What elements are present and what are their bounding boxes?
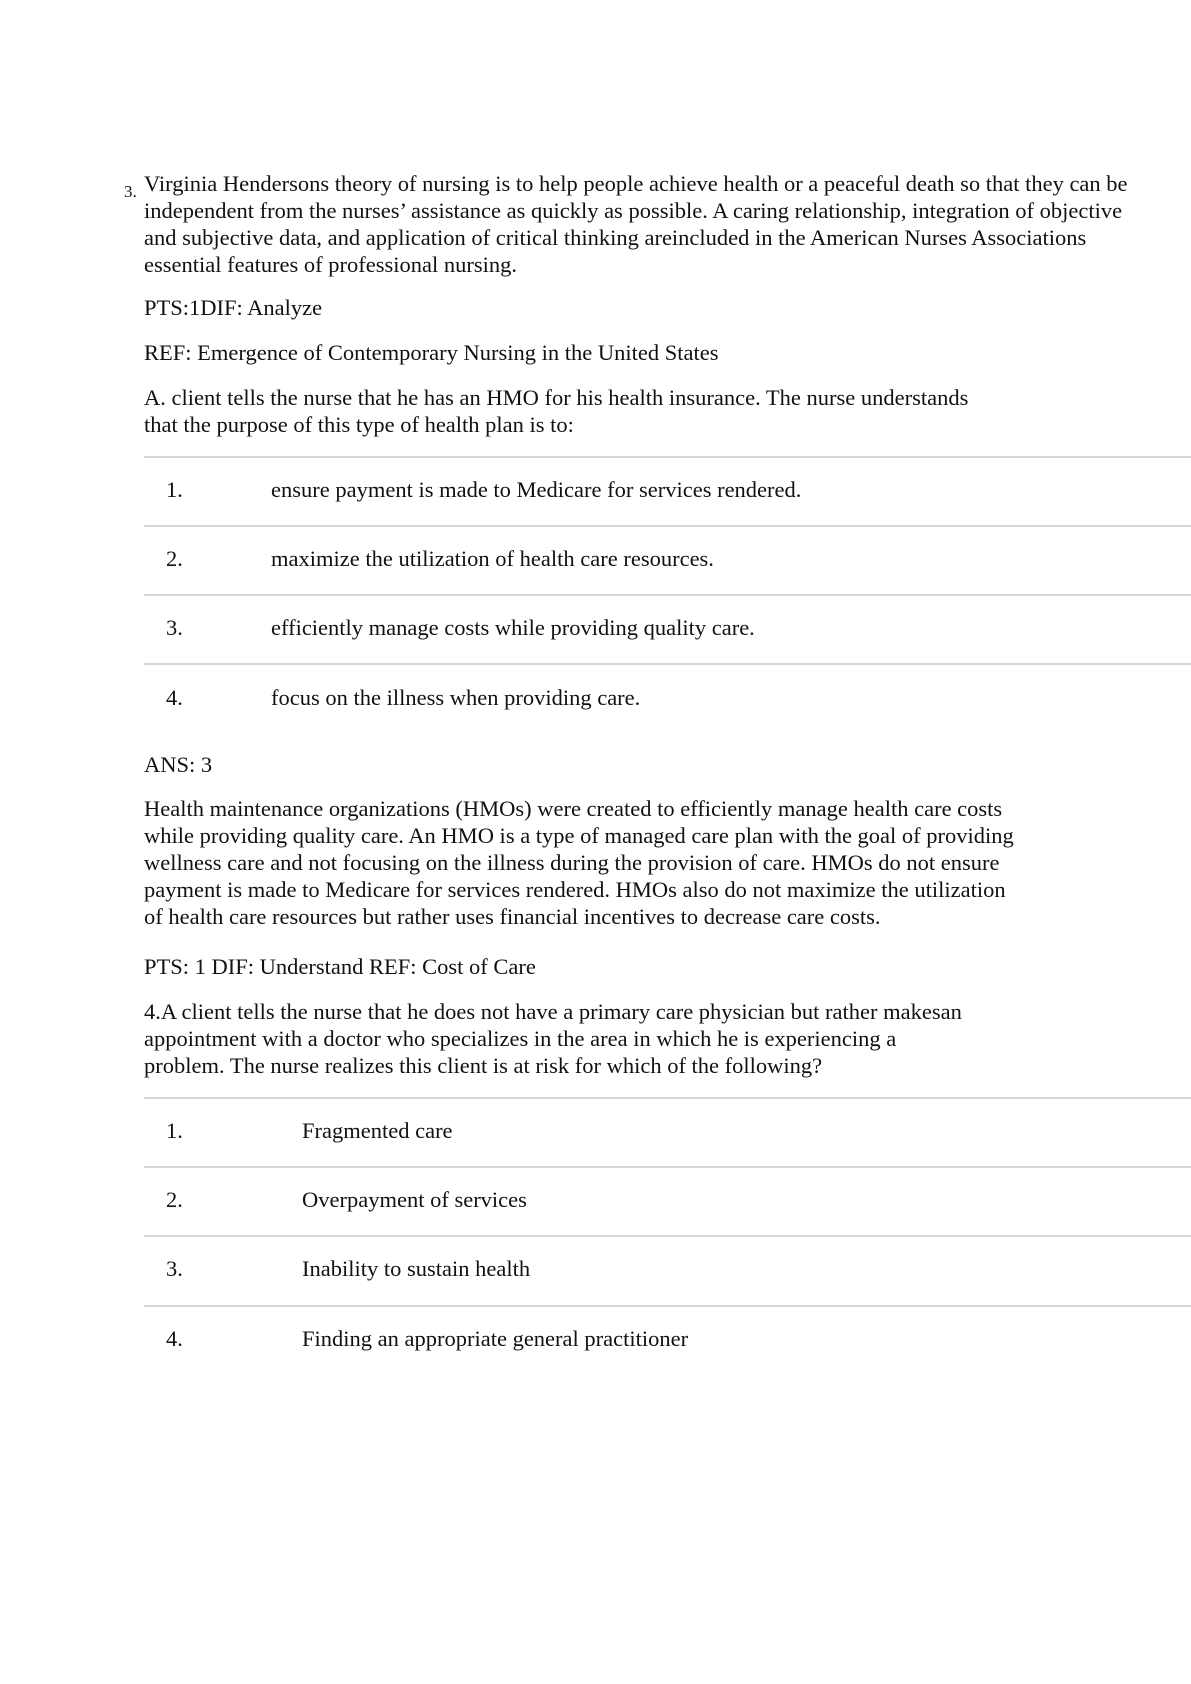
option-divider: [144, 1097, 1191, 1099]
option-text: maximize the utilization of health care resources.: [271, 546, 714, 571]
question-3-ref: REF: Emergence of Contemporary Nursing in the United States: [144, 340, 719, 365]
answer: ANS: 3: [144, 752, 213, 777]
option-text: Fragmented care: [302, 1118, 453, 1143]
option-number: 4.: [166, 1326, 183, 1351]
option-text: Finding an appropriate general practitioner: [302, 1326, 689, 1351]
question-3-line: essential features of professional nursing.: [144, 252, 518, 277]
question-4-line: 4.A client tells the nurse that he does not have a primary care physician but rather makesan: [144, 999, 962, 1024]
option-number: 2.: [166, 1187, 183, 1212]
rationale-line: payment is made to Medicare for services rendered. HMOs also do not maximize the utilization: [144, 877, 1006, 902]
option-divider: [144, 663, 1191, 665]
option-number: 3.: [166, 615, 183, 640]
rationale-line: while providing quality care. An HMO is a type of managed care plan with the goal of providing: [144, 823, 1014, 848]
rationale-line: of health care resources but rather uses financial incentives to decrease care costs.: [144, 904, 881, 929]
option-divider: [144, 456, 1191, 458]
question-a-line: A. client tells the nurse that he has an HMO for his health insurance. The nurse understands: [144, 385, 969, 410]
question-3-line: independent from the nurses’ assistance as quickly as possible. A caring relationship, integration of objective: [144, 198, 1123, 223]
question-a-text: [144, 384, 968, 438]
option-number: 2.: [166, 546, 183, 571]
question-a-meta: PTS: 1 DIF: Understand REF: Cost of Care: [144, 954, 536, 979]
option-divider: [144, 594, 1191, 596]
option-text: focus on the illness when providing care.: [271, 685, 641, 710]
question-a-line: that the purpose of this type of health plan is to:: [144, 412, 574, 437]
option-divider: [144, 1235, 1191, 1237]
question-4-line: problem. The nurse realizes this client is at risk for which of the following?: [144, 1053, 823, 1078]
question-3-text: [144, 170, 1191, 278]
question-3-line: and subjective data, and application of critical thinking areincluded in the American Nurses Associations: [144, 225, 1087, 250]
option-number: 3.: [166, 1256, 183, 1281]
option-text: Inability to sustain health: [302, 1256, 531, 1281]
option-text: ensure payment is made to Medicare for services rendered.: [271, 477, 802, 502]
question-3-pts: PTS:1DIF: Analyze: [144, 295, 323, 320]
option-number: 4.: [166, 685, 183, 710]
option-divider: [144, 1166, 1191, 1168]
option-text: efficiently manage costs while providing quality care.: [271, 615, 755, 640]
option-number: 1.: [166, 1118, 183, 1143]
question-3-line: Virginia Hendersons theory of nursing is to help people achieve health or a peaceful death so that they can be: [144, 171, 1128, 196]
question-4-line: appointment with a doctor who specializes in the area in which he is experiencing a: [144, 1026, 897, 1051]
option-divider: [144, 1305, 1191, 1307]
option-text: Overpayment of services: [302, 1187, 527, 1212]
rationale-line: Health maintenance organizations (HMOs) were created to efficiently manage health care costs: [144, 796, 1003, 821]
rationale-line: wellness care and not focusing on the illness during the provision of care. HMOs do not ensure: [144, 850, 1000, 875]
question-3-number: 3.: [124, 182, 137, 201]
rationale: [144, 795, 1014, 930]
question-4-text: [144, 998, 962, 1079]
option-divider: [144, 525, 1191, 527]
option-number: 1.: [166, 477, 183, 502]
